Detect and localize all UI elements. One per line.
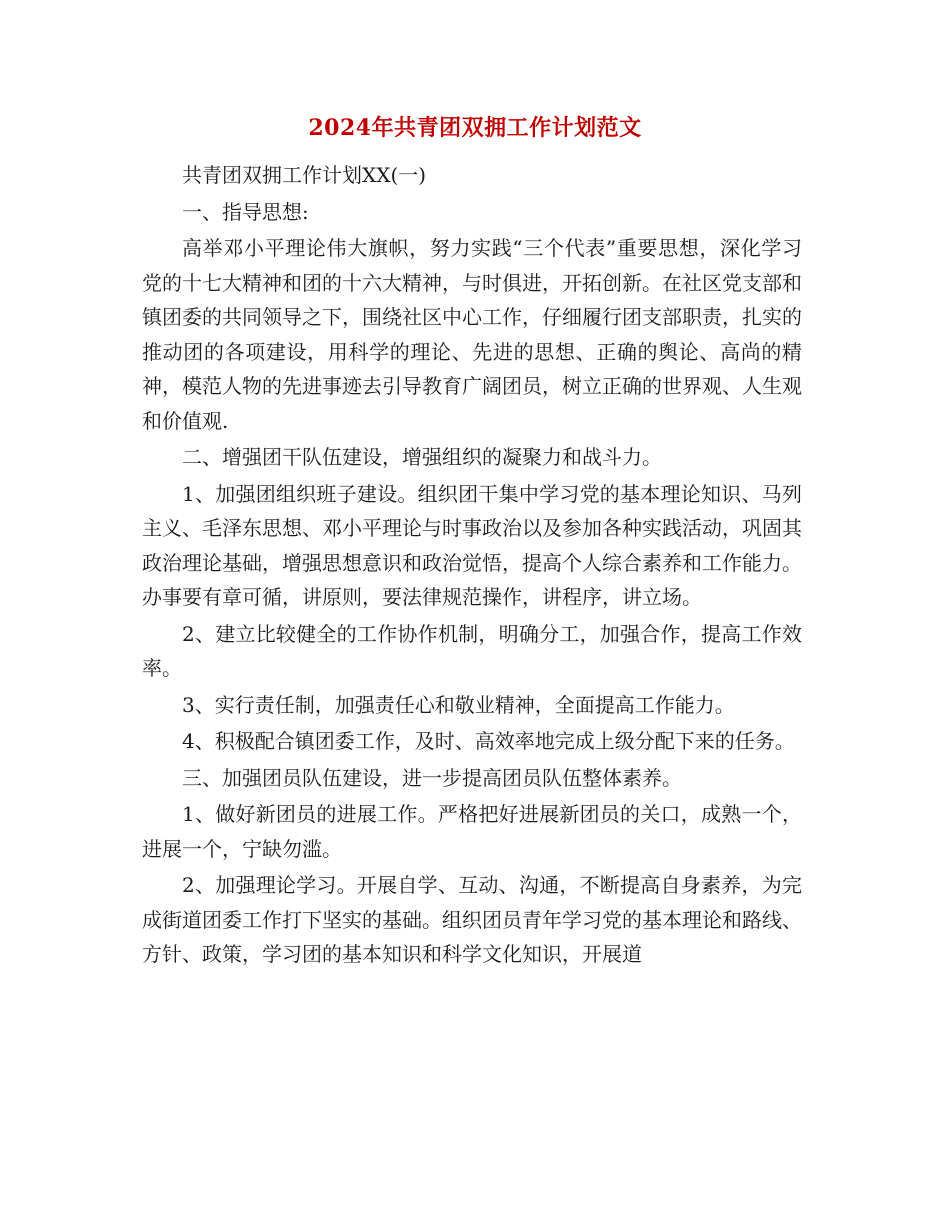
paragraph: 4、积极配合镇团委工作，及时、高效率地完成上级分配下来的任务。 <box>182 729 795 753</box>
paragraph: 三、加强团员队伍建设，进一步提高团员队伍整体素养。 <box>182 765 682 790</box>
document-body <box>142 158 802 974</box>
document-title: 2024年共青团双拥工作计划范文 <box>308 115 642 141</box>
paragraph: 共青团双拥工作计划XX(一) <box>182 163 427 187</box>
paragraph: 二、增强团干队伍建设，增强组织的凝聚力和战斗力。 <box>182 445 662 469</box>
paragraph: 一、指导思想: <box>182 199 309 224</box>
paragraph: 1、做好新团员的进展工作。严格把好进展新团员的关口，成熟一个，进展一个，宁缺勿滥。 <box>142 802 802 861</box>
paragraph: 3、实行责任制，加强责任心和敬业精神，全面提高工作能力。 <box>182 692 735 717</box>
paragraph: 1、加强团组织班子建设。组织团干集中学习党的基本理论知识、马列主义、毛泽东思想、邓小平理论与时事政治以及参加各种实践活动，巩固其政治理论基础，增强思想意识和政治觉悟，提高个人综合素养和工作能力。办事要有章可循，讲原则，要法律规范操作，讲程序，讲立场。 <box>142 481 802 609</box>
paragraph: 高举邓小平理论伟大旗帜，努力实践“三个代表”重要思想，深化学习党的十七大精神和团的十六大精神，与时俱进，开拓创新。在社区党支部和镇团委的共同领导之下，围绕社区中心工作，仔细履行团支部职责，扎实的推动团的各项建设，用科学的理论、先进的思想、正确的舆论、高尚的精神，模范人物的先进事迹去引导教育广阔团员，树立正确的世界观、人生观和价值观. <box>142 236 802 433</box>
paragraph: 2、建立比较健全的工作协作机制，明确分工，加强合作，提高工作效率。 <box>142 621 802 680</box>
paragraph: 2、加强理论学习。开展自学、互动、沟通，不断提高自身素养，为完成街道团委工作打下坚实的基础。组织团员青年学习党的基本理论和路线、方针、政策，学习团的基本知识和科学文化知识，开展道 <box>142 873 802 966</box>
